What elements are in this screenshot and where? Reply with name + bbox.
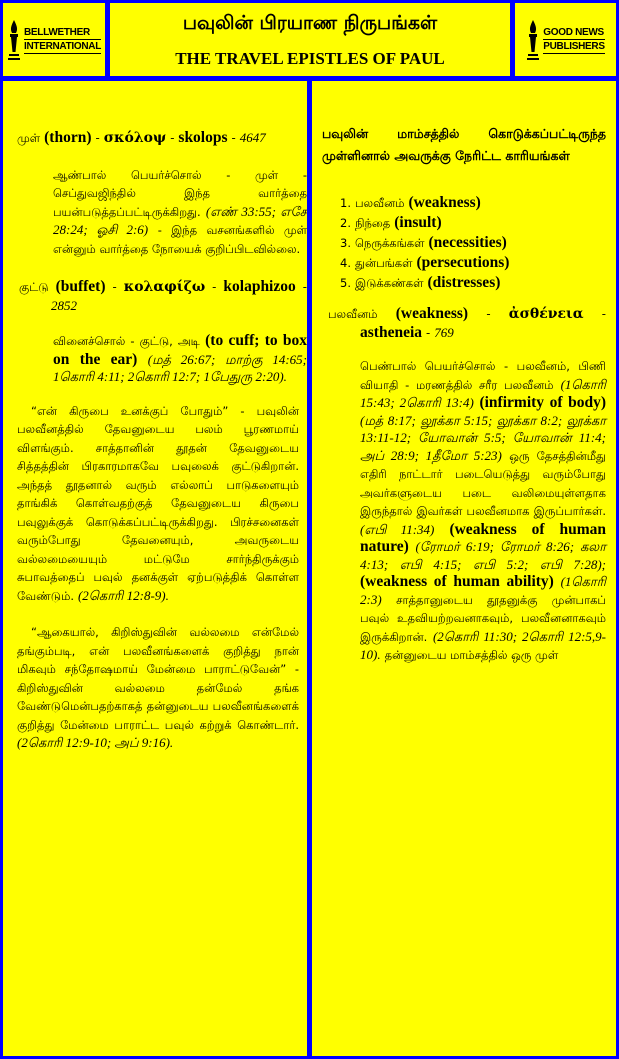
weakness-entry: பலவீனம் (weakness) - ἀσθένεια - astheneia - 769 [328, 305, 606, 341]
section-heading: பவுலின் மாம்சத்தில் கொடுக்கப்பட்டிருந்த முள்ளினால் அவருக்கு நேரிட்ட காரியங்கள் [322, 126, 606, 163]
title-english: THE TRAVEL EPISTLES OF PAUL [175, 49, 445, 68]
torch-icon [7, 18, 21, 62]
logo-left-line1: BELLWETHER [24, 26, 101, 40]
list-item: 4. துன்பங்கள் (persecutions) [340, 254, 510, 271]
list-item: 5. இடுக்கண்கள் (distresses) [340, 274, 501, 291]
right-column [312, 81, 616, 1056]
buffet-entry: குட்டு (buffet) - κολαφίζω - kolaphizoo - 2852 [19, 278, 307, 313]
effects-list [312, 193, 616, 293]
torch-icon [526, 18, 540, 62]
logo-bellwether [3, 3, 105, 76]
logo-right-line2: PUBLISHERS [543, 40, 605, 52]
logo-left-line2: INTERNATIONAL [23, 40, 102, 52]
left-column [3, 81, 307, 1056]
list-item: 1. பலவீனம் (weakness) [340, 194, 481, 211]
page-title [110, 3, 510, 76]
logo-right-line1: GOOD NEWS [543, 26, 604, 38]
grace-paragraph: “என் கிருபை உனக்குப் போதும்” - பவுலின் பலவீனத்தில் தேவனுடைய பலம் பூரணமாய் விளங்கும். சாத்தானின் தூதன் தேவனுடைய சித்தத்தின் பிரகாரமாகவே பவுலைக் குட்டுகிறான். அந்தத் தூதனால் வரும் எல்லாப் பாடுகளையும் தாங்கிக் கொள்வதற்குத் தேவனுடைய கிருபை பவுலுக்குக் கொடுக்கப்பட்டிருக்கிறது. பிரச்சனைகள் வரும்போது தேவனையும், அவருடைய வல்லமையையும் மட்டுமே சார்ந்திருக்கும் சுபாவத்தைப் பவுல் தனக்குள் ஏற்படுத்திக் கொள்ள வேண்டும். (2கொரி 12:8-9). [17, 403, 299, 603]
title-tamil: பவுலின் பிரயாண நிருபங்கள் [182, 12, 438, 34]
thorn-entry: முள் (thorn) - σκόλοψ - skolops - 4647 [17, 129, 266, 146]
buffet-description: வினைச்சொல் - குட்டு, அடி (to cuff; to box on the ear) (மத் 26:67; மாற்கு 14:65; 1கொரி 4:11; 2கொரி 12:7; 1பேதுரு 2:20). [53, 332, 307, 384]
logo-good-news [515, 3, 616, 76]
weakness-description: பெண்பால் பெயர்ச்சொல் - பலவீனம், பிணி வியாதி - மரணத்தில் சரீர பலவீனம் (1கொரி 15:43; 2கொரி 13:4) (infirmity of body) (மத் 8:17; லூக்கா 5:15; லூக்கா 8:2; லூக்கா 13:11-12; யோவான் 5:5; யோவான் 11:4; அப் 28:9; 1தீமோ 5:23) ஒரு தேசத்தின்மீது எதிரி நாட்டார் படையெடுத்து வரும்போது அவர்களுடைய படை வலிமையுள்ளதாக இருந்தால் இவர்கள் பலவீனமாக இருப்பார்கள். (எபி 11:34) (weakness of human nature) (ரோமர் 6:19; ரோமர் 8:26; கலா 4:13; எபி 4:15; எபி 5:2; எபி 7:28); (weakness of human ability) (1கொரி 2:3) சாத்தானுடைய தூதனுக்கு முன்பாகப் பவுல் உதவியற்றவனாகவும், பலவீனனாகவும் இருக்கிறான். (2கொரி 11:30; 2கொரி 12:5,9-10). தன்னுடைய மாம்சத்தில் ஒரு முள் [360, 359, 606, 662]
list-item: 3. நெருக்கங்கள் (necessities) [340, 234, 507, 251]
thorn-description: ஆண்பால் பெயர்ச்சொல் - முள் - செப்துவஜிந்தில் இந்த வார்த்தை பயன்படுத்தப்பட்டிருக்கிறது. (எண் 33:55; எசே 28:24; ஓசி 2:6) - இந்த வசனங்களில் முள் என்னும் வார்த்தை நோயைக் குறிப்பிடவில்லை. [53, 167, 307, 256]
boast-paragraph: “ஆகையால், கிறிஸ்துவின் வல்லமை என்மேல் தங்கும்படி, என் பலவீனங்களைக் குறித்து நான் மிகவும் சந்தோஷமாய் மேன்மை பாராட்டுவேன்” - கிறிஸ்துவின் வல்லமை தன்மேல் தங்க வேண்டுமென்பதற்காகத் தன்னுடைய பலவீனங்களைக் குறித்து மேன்மை பாராட்ட பவுல் கற்றுக் கொண்டார். (2கொரி 12:9-10; அப் 9:16). [17, 625, 299, 750]
list-item: 2. நிந்தை (insult) [340, 214, 442, 231]
